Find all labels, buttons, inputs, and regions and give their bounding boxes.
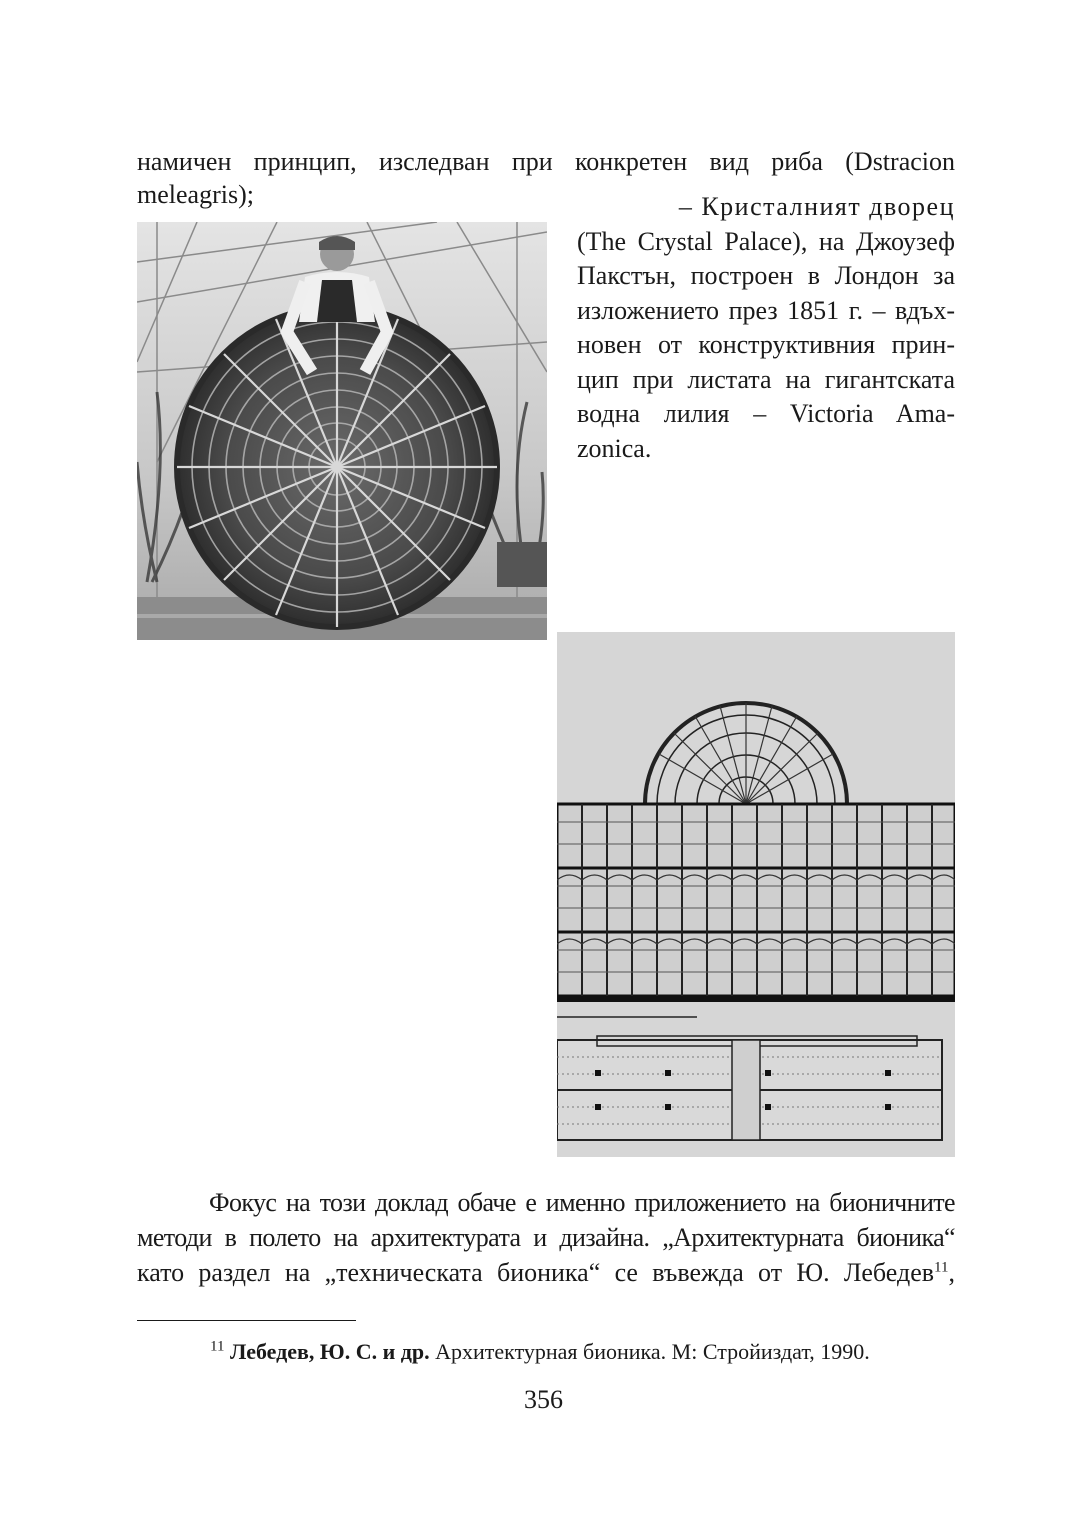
crystal-palace-paragraph [577, 190, 955, 466]
footnote-separator [137, 1320, 356, 1321]
side-line-6: цип при листата на гигантската [577, 364, 955, 394]
body-paragraph [137, 1185, 955, 1290]
body-line-1: Фокус на този доклад обаче е именно приложението на бионичните [209, 1188, 955, 1217]
footnote-citation: Архитектурная бионика. М: Стройиздат, 1990. [435, 1339, 870, 1364]
side-line-2: (The Crystal Palace), на Джоузеф [577, 226, 955, 256]
side-line-5: новен от конструктивния прин- [577, 330, 955, 359]
body-line-3-comma: , [948, 1258, 955, 1287]
top-line-2: meleagris); [137, 180, 254, 209]
body-line-3 [137, 1255, 955, 1290]
side-line-4: изложението през 1851 г. – вдъх- [577, 295, 955, 325]
side-line-8: zonica. [577, 433, 652, 463]
water-lily-photo [137, 222, 547, 640]
footnote [210, 1338, 870, 1366]
body-line-3-text: като раздел на „техническата бионика“ се въвежда от Ю. Лебедев [137, 1258, 935, 1287]
top-line-1: намичен принцип, изследван при конкретен вид риба (Dstracion [137, 147, 955, 176]
crystal-palace-illustration [557, 632, 955, 1157]
water-lily-illustration [137, 222, 547, 640]
footnote-ref-11: 11 [934, 1259, 949, 1276]
side-line-1: – Кристалният дворец [678, 192, 955, 221]
footnote-author: Лебедев, Ю. С. и др. [229, 1339, 430, 1364]
crystal-palace-drawing [557, 632, 955, 1157]
body-line-2: методи в полето на архитектурата и дизайна. „Архитектурната бионика“ [137, 1223, 955, 1252]
footnote-number: 11 [210, 1338, 225, 1355]
side-line-3: Пакстън, построен в Лондон за [577, 261, 955, 290]
page-number: 356 [524, 1385, 563, 1414]
side-line-7: водна лилия – Victoria Ama- [577, 399, 955, 428]
